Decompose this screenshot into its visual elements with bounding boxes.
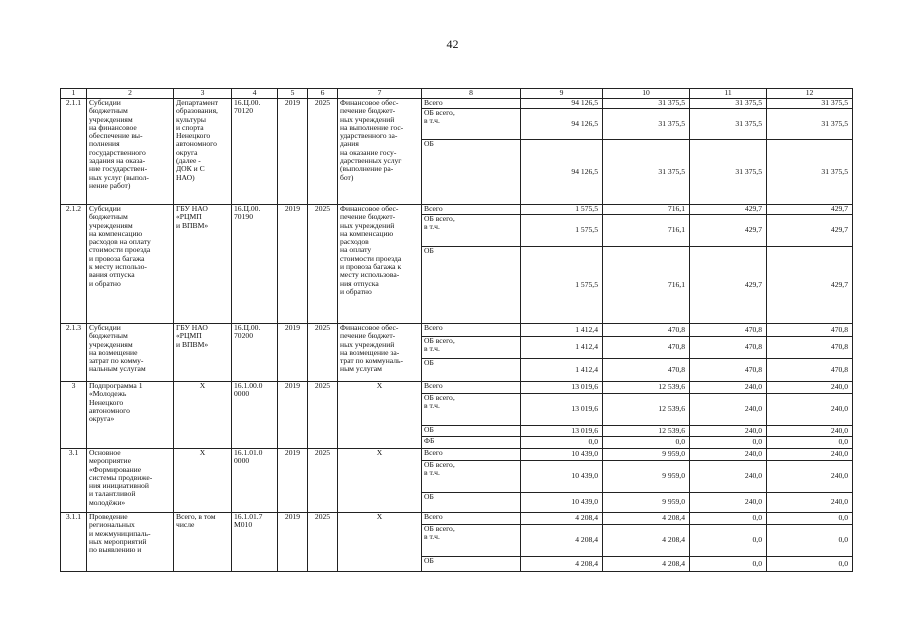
expected-result: Финансовое обес- печение бюджет- ных учреждений на выполнение гос- ударственного за- дания на оказание госу- дарственных услуг (выполнение ра- бот) bbox=[338, 99, 422, 205]
amount-cell: 31 375,5 bbox=[603, 140, 690, 205]
amount-cell: 31 375,5 bbox=[690, 140, 767, 205]
amount-cell: 1 575,5 bbox=[521, 215, 603, 247]
funding-source: Всего bbox=[422, 449, 521, 461]
amount-cell: 31 375,5 bbox=[603, 99, 690, 109]
funding-source: ОБ bbox=[422, 426, 521, 437]
amount-cell: 12 539,6 bbox=[603, 426, 690, 437]
funding-source: Всего bbox=[422, 99, 521, 109]
amount-cell: 240,0 bbox=[767, 493, 853, 513]
column-header: 1 bbox=[61, 89, 87, 99]
executor: ГБУ НАО «РЦМП и ВПВМ» bbox=[174, 205, 232, 324]
column-header: 6 bbox=[308, 89, 338, 99]
amount-cell: 94 126,5 bbox=[521, 109, 603, 140]
amount-cell: 94 126,5 bbox=[521, 99, 603, 109]
amount-cell: 13 019,6 bbox=[521, 394, 603, 426]
executor: Х bbox=[174, 382, 232, 449]
funding-source: ОБ bbox=[422, 140, 521, 205]
column-header: 2 bbox=[87, 89, 174, 99]
amount-cell: 0,0 bbox=[767, 557, 853, 572]
executor: Х bbox=[174, 449, 232, 513]
column-header: 11 bbox=[690, 89, 767, 99]
executor: ГБУ НАО «РЦМП и ВПВМ» bbox=[174, 324, 232, 382]
amount-cell: 429,7 bbox=[767, 215, 853, 247]
budget-code: 16.1.00.0 0000 bbox=[232, 382, 278, 449]
amount-cell: 240,0 bbox=[690, 394, 767, 426]
amount-cell: 0,0 bbox=[767, 437, 853, 449]
start-year: 2019 bbox=[278, 449, 308, 513]
row-number: 2.1.2 bbox=[61, 205, 87, 324]
funding-source: ФБ bbox=[422, 437, 521, 449]
amount-cell: 4 208,4 bbox=[603, 513, 690, 525]
start-year: 2019 bbox=[278, 324, 308, 382]
amount-cell: 240,0 bbox=[690, 461, 767, 493]
amount-cell: 470,8 bbox=[767, 324, 853, 337]
amount-cell: 9 959,0 bbox=[603, 461, 690, 493]
amount-cell: 1 412,4 bbox=[521, 337, 603, 359]
amount-cell: 10 439,0 bbox=[521, 493, 603, 513]
amount-cell: 0,0 bbox=[690, 525, 767, 557]
funding-source: ОБ всего, в т.ч. bbox=[422, 461, 521, 493]
funding-source: ОБ bbox=[422, 247, 521, 324]
amount-cell: 716,1 bbox=[603, 215, 690, 247]
amount-cell: 429,7 bbox=[690, 205, 767, 215]
column-header: 9 bbox=[521, 89, 603, 99]
funding-source: Всего bbox=[422, 205, 521, 215]
expected-result: Х bbox=[338, 513, 422, 572]
row-number: 2.1.3 bbox=[61, 324, 87, 382]
amount-cell: 1 575,5 bbox=[521, 247, 603, 324]
amount-cell: 31 375,5 bbox=[603, 109, 690, 140]
amount-cell: 13 019,6 bbox=[521, 382, 603, 394]
amount-cell: 10 439,0 bbox=[521, 449, 603, 461]
amount-cell: 0,0 bbox=[690, 437, 767, 449]
amount-cell: 470,8 bbox=[690, 324, 767, 337]
amount-cell: 470,8 bbox=[767, 337, 853, 359]
table-row bbox=[61, 513, 853, 525]
page-number: 42 bbox=[446, 37, 459, 51]
start-year: 2019 bbox=[278, 513, 308, 572]
amount-cell: 0,0 bbox=[521, 437, 603, 449]
amount-cell: 4 208,4 bbox=[521, 525, 603, 557]
row-number: 3.1.1 bbox=[61, 513, 87, 572]
amount-cell: 470,8 bbox=[690, 359, 767, 382]
activity-name: Субсидии бюджетным учреждениям на компенсацию расходов на оплату стоимости проезда и провоза багажа к месту использо- вания отпуска и обратно bbox=[87, 205, 174, 324]
amount-cell: 429,7 bbox=[767, 205, 853, 215]
amount-cell: 1 412,4 bbox=[521, 324, 603, 337]
funding-source: Всего bbox=[422, 513, 521, 525]
amount-cell: 240,0 bbox=[690, 449, 767, 461]
amount-cell: 470,8 bbox=[603, 324, 690, 337]
amount-cell: 31 375,5 bbox=[767, 140, 853, 205]
executor: Всего, в том числе bbox=[174, 513, 232, 572]
amount-cell: 429,7 bbox=[767, 247, 853, 324]
amount-cell: 470,8 bbox=[690, 337, 767, 359]
amount-cell: 240,0 bbox=[767, 394, 853, 426]
funding-source: ОБ всего, в т.ч. bbox=[422, 394, 521, 426]
amount-cell: 716,1 bbox=[603, 205, 690, 215]
end-year: 2025 bbox=[308, 324, 338, 382]
table-row bbox=[61, 324, 853, 337]
expected-result: Финансовое обес- печение бюджет- ных учреждений на компенсацию расходов на оплату стоимости проезда и провоза багажа к месту использова- ния отпуска и обратно bbox=[338, 205, 422, 324]
funding-source: ОБ всего, в т.ч. bbox=[422, 337, 521, 359]
amount-cell: 31 375,5 bbox=[767, 109, 853, 140]
end-year: 2025 bbox=[308, 99, 338, 205]
table-row bbox=[61, 382, 853, 394]
activity-name: Основное мероприятие «Формирование системы продвиже- ния инициативной и талантливой молодёжи» bbox=[87, 449, 174, 513]
amount-cell: 240,0 bbox=[690, 382, 767, 394]
amount-cell: 31 375,5 bbox=[690, 109, 767, 140]
amount-cell: 4 208,4 bbox=[603, 557, 690, 572]
activity-name: Подпрограмма 1 «Молодежь Ненецкого автономного округа» bbox=[87, 382, 174, 449]
amount-cell: 470,8 bbox=[603, 337, 690, 359]
budget-code: 16.Ц.00. 70120 bbox=[232, 99, 278, 205]
column-header: 8 bbox=[422, 89, 521, 99]
amount-cell: 240,0 bbox=[767, 449, 853, 461]
column-header: 5 bbox=[278, 89, 308, 99]
amount-cell: 240,0 bbox=[767, 426, 853, 437]
amount-cell: 10 439,0 bbox=[521, 461, 603, 493]
amount-cell: 94 126,5 bbox=[521, 140, 603, 205]
table-row bbox=[61, 205, 853, 215]
budget-code: 16.Ц.00. 70190 bbox=[232, 205, 278, 324]
amount-cell: 0,0 bbox=[767, 525, 853, 557]
end-year: 2025 bbox=[308, 449, 338, 513]
amount-cell: 0,0 bbox=[603, 437, 690, 449]
amount-cell: 240,0 bbox=[767, 382, 853, 394]
funding-source: Всего bbox=[422, 382, 521, 394]
row-number: 3.1 bbox=[61, 449, 87, 513]
amount-cell: 4 208,4 bbox=[521, 557, 603, 572]
column-header: 4 bbox=[232, 89, 278, 99]
start-year: 2019 bbox=[278, 382, 308, 449]
amount-cell: 470,8 bbox=[603, 359, 690, 382]
amount-cell: 429,7 bbox=[690, 247, 767, 324]
amount-cell: 9 959,0 bbox=[603, 449, 690, 461]
start-year: 2019 bbox=[278, 99, 308, 205]
activity-name: Проведение региональных и межмуниципаль- ных мероприятий по выявлению и bbox=[87, 513, 174, 572]
row-number: 3 bbox=[61, 382, 87, 449]
funding-source: ОБ bbox=[422, 493, 521, 513]
budget-code: 16.Ц.00. 70200 bbox=[232, 324, 278, 382]
column-header: 10 bbox=[603, 89, 690, 99]
amount-cell: 0,0 bbox=[690, 557, 767, 572]
column-header-row bbox=[61, 89, 853, 99]
amount-cell: 13 019,6 bbox=[521, 426, 603, 437]
amount-cell: 429,7 bbox=[690, 215, 767, 247]
amount-cell: 470,8 bbox=[767, 359, 853, 382]
amount-cell: 4 208,4 bbox=[521, 513, 603, 525]
amount-cell: 31 375,5 bbox=[690, 99, 767, 109]
activity-name: Субсидии бюджетным учреждениям на возмещение затрат по комму- нальным услугам bbox=[87, 324, 174, 382]
amount-cell: 4 208,4 bbox=[603, 525, 690, 557]
column-header: 3 bbox=[174, 89, 232, 99]
funding-source: ОБ всего, в т.ч. bbox=[422, 109, 521, 140]
column-header: 7 bbox=[338, 89, 422, 99]
row-number: 2.1.1 bbox=[61, 99, 87, 205]
column-header: 12 bbox=[767, 89, 853, 99]
amount-cell: 240,0 bbox=[690, 493, 767, 513]
amount-cell: 240,0 bbox=[767, 461, 853, 493]
budget-code: 16.1.01.7 М010 bbox=[232, 513, 278, 572]
funding-source: ОБ bbox=[422, 359, 521, 382]
start-year: 2019 bbox=[278, 205, 308, 324]
expected-result: Х bbox=[338, 449, 422, 513]
amount-cell: 31 375,5 bbox=[767, 99, 853, 109]
end-year: 2025 bbox=[308, 382, 338, 449]
funding-source: ОБ всего, в т.ч. bbox=[422, 525, 521, 557]
amount-cell: 240,0 bbox=[690, 426, 767, 437]
amount-cell: 12 539,6 bbox=[603, 394, 690, 426]
amount-cell: 716,1 bbox=[603, 247, 690, 324]
executor: Департамент образования, культуры и спорта Ненецкого автономного округа (далее - ДОК и С НАО) bbox=[174, 99, 232, 205]
funding-source: ОБ всего, в т.ч. bbox=[422, 215, 521, 247]
activity-name: Субсидии бюджетным учреждениям на финансовое обеспечение вы- полнения государственного задания на оказа- ние государствен- ных услуг (выпол- нение работ) bbox=[87, 99, 174, 205]
amount-cell: 1 412,4 bbox=[521, 359, 603, 382]
table-row bbox=[61, 449, 853, 461]
amount-cell: 12 539,6 bbox=[603, 382, 690, 394]
amount-cell: 1 575,5 bbox=[521, 205, 603, 215]
table-row bbox=[61, 99, 853, 109]
amount-cell: 0,0 bbox=[690, 513, 767, 525]
budget-code: 16.1.01.0 0000 bbox=[232, 449, 278, 513]
funding-source: Всего bbox=[422, 324, 521, 337]
end-year: 2025 bbox=[308, 205, 338, 324]
expected-result: Х bbox=[338, 382, 422, 449]
expected-result: Финансовое обес- печение бюджет- ных учреждений на возмещение за- трат по коммуналь- ным услугам bbox=[338, 324, 422, 382]
amount-cell: 9 959,0 bbox=[603, 493, 690, 513]
program-table bbox=[60, 88, 853, 572]
amount-cell: 0,0 bbox=[767, 513, 853, 525]
funding-source: ОБ bbox=[422, 557, 521, 572]
end-year: 2025 bbox=[308, 513, 338, 572]
